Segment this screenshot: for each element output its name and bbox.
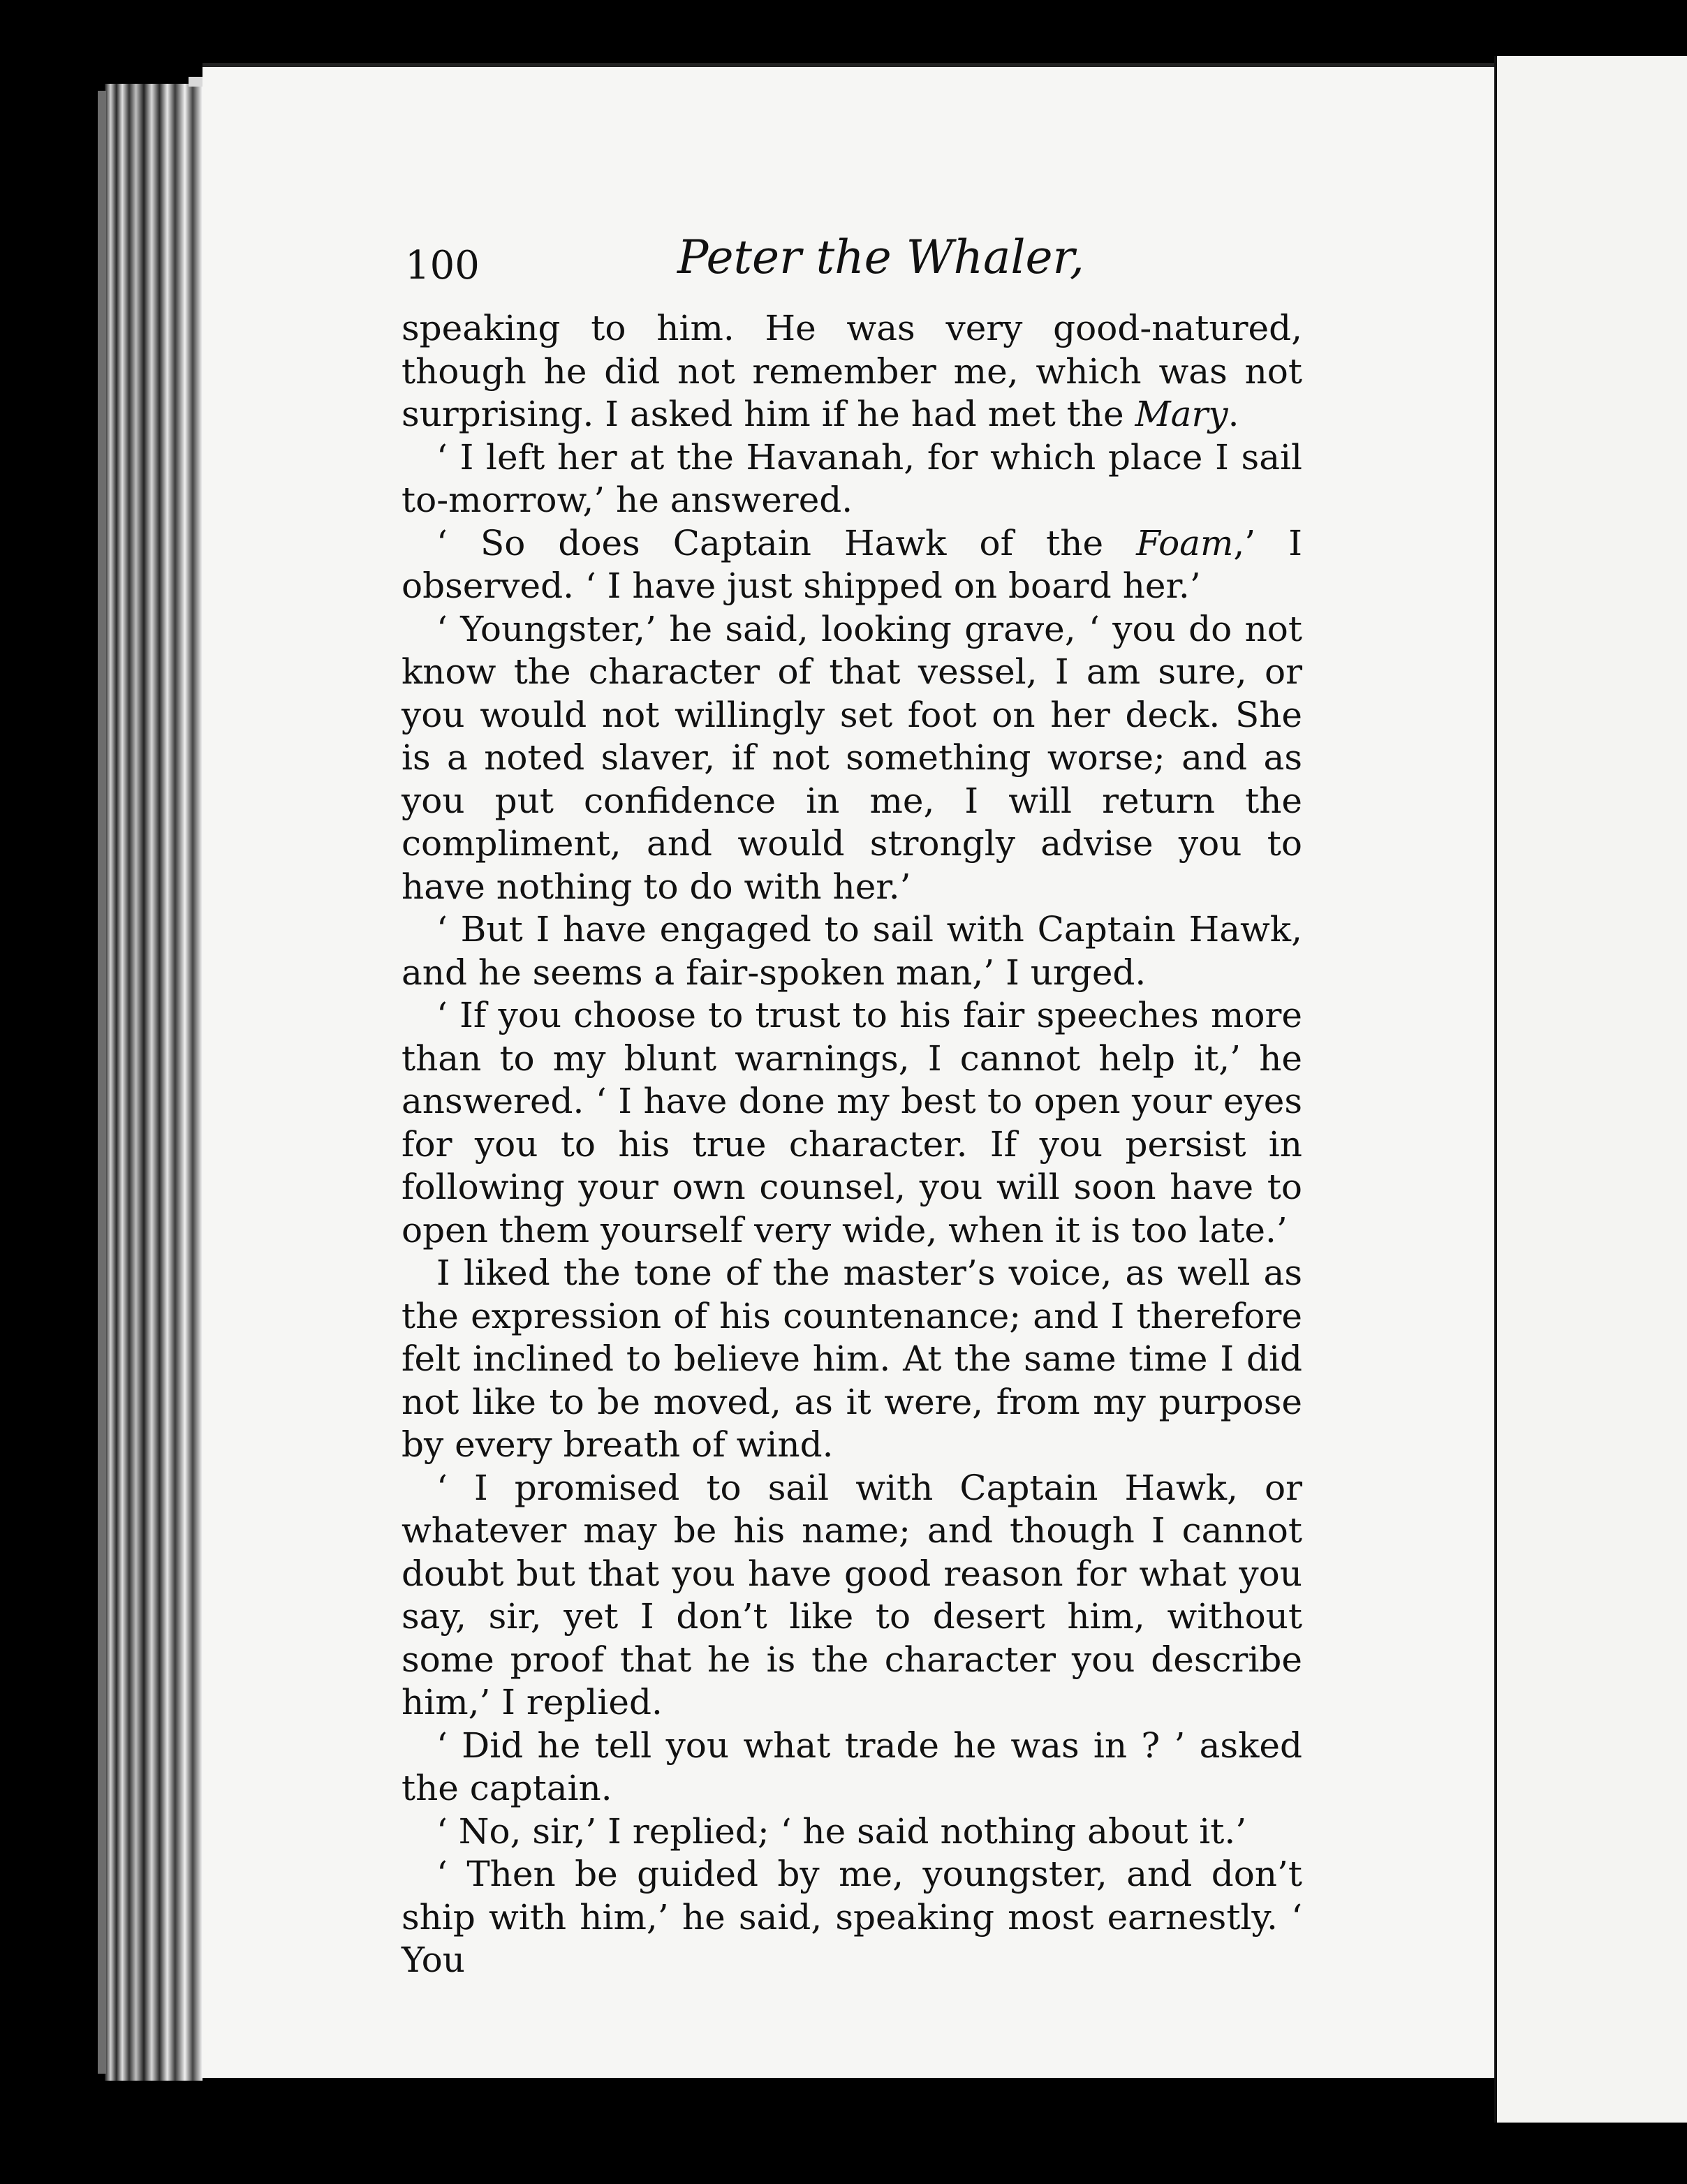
paragraph: ‘ If you choose to trust to his fair speeches more than to my blunt warnings, I cannot help it,’ he answered. ‘ I have done my best to open your eyes for you to his true character. If you persist in following your own counsel, you will soon have to open them yourself very wide, when it is too late.’ <box>402 995 1302 1250</box>
paragraph: speaking to him. He was very good-natured, though he did not remember me, which was not surprising. I asked him if he had met the Mary. <box>402 308 1302 434</box>
paragraph: ‘ I promised to sail with Captain Hawk, or whatever may be his name; and though I cannot doubt but that you have good reason for what you say, sir, yet I don’t like to desert him, without some proof that he is the character you describe him,’ I replied. <box>402 1467 1302 1722</box>
paragraph: ‘ So does Captain Hawk of the Foam,’ I observed. ‘ I have just shipped on board her.’ <box>402 522 1302 606</box>
book-spine-edges <box>105 84 202 2081</box>
paragraph: ‘ No, sir,’ I replied; ‘ he said nothing about it.’ <box>436 1810 1247 1852</box>
facing-page-edge <box>1494 56 1687 2123</box>
running-title: Peter the Whaler, <box>677 230 1084 284</box>
paragraph: ‘ But I have engaged to sail with Captain Hawk, and he seems a fair-spoken man,’ I urged. <box>402 909 1302 993</box>
body-text <box>402 307 1302 1982</box>
page-number: 100 <box>405 243 480 288</box>
paragraph: ‘ Did he tell you what trade he was in ? ’ asked the captain. <box>402 1725 1302 1808</box>
paragraph: ‘ I left her at the Havanah, for which place I sail to-morrow,’ he answered. <box>402 436 1302 520</box>
spine-shadow <box>98 91 106 2074</box>
page-header <box>405 230 1313 293</box>
paragraph: ‘ Then be guided by me, youngster, and don’t ship with him,’ he said, speaking most earnestly. ‘ You <box>402 1854 1302 1980</box>
paragraph: ‘ Youngster,’ he said, looking grave, ‘ you do not know the character of that vessel, I am sure, or you would not willingly set foot on her deck. She is a noted slaver, if not something worse; and as you put confidence in me, I will return the compliment, and would strongly advise you to have nothing to do with her.’ <box>402 608 1302 907</box>
paragraph: I liked the tone of the master’s voice, as well as the expression of his countenance; and I therefore felt inclined to believe him. At the same time I did not like to be moved, as it were, from my purpose by every breath of wind. <box>402 1253 1302 1465</box>
